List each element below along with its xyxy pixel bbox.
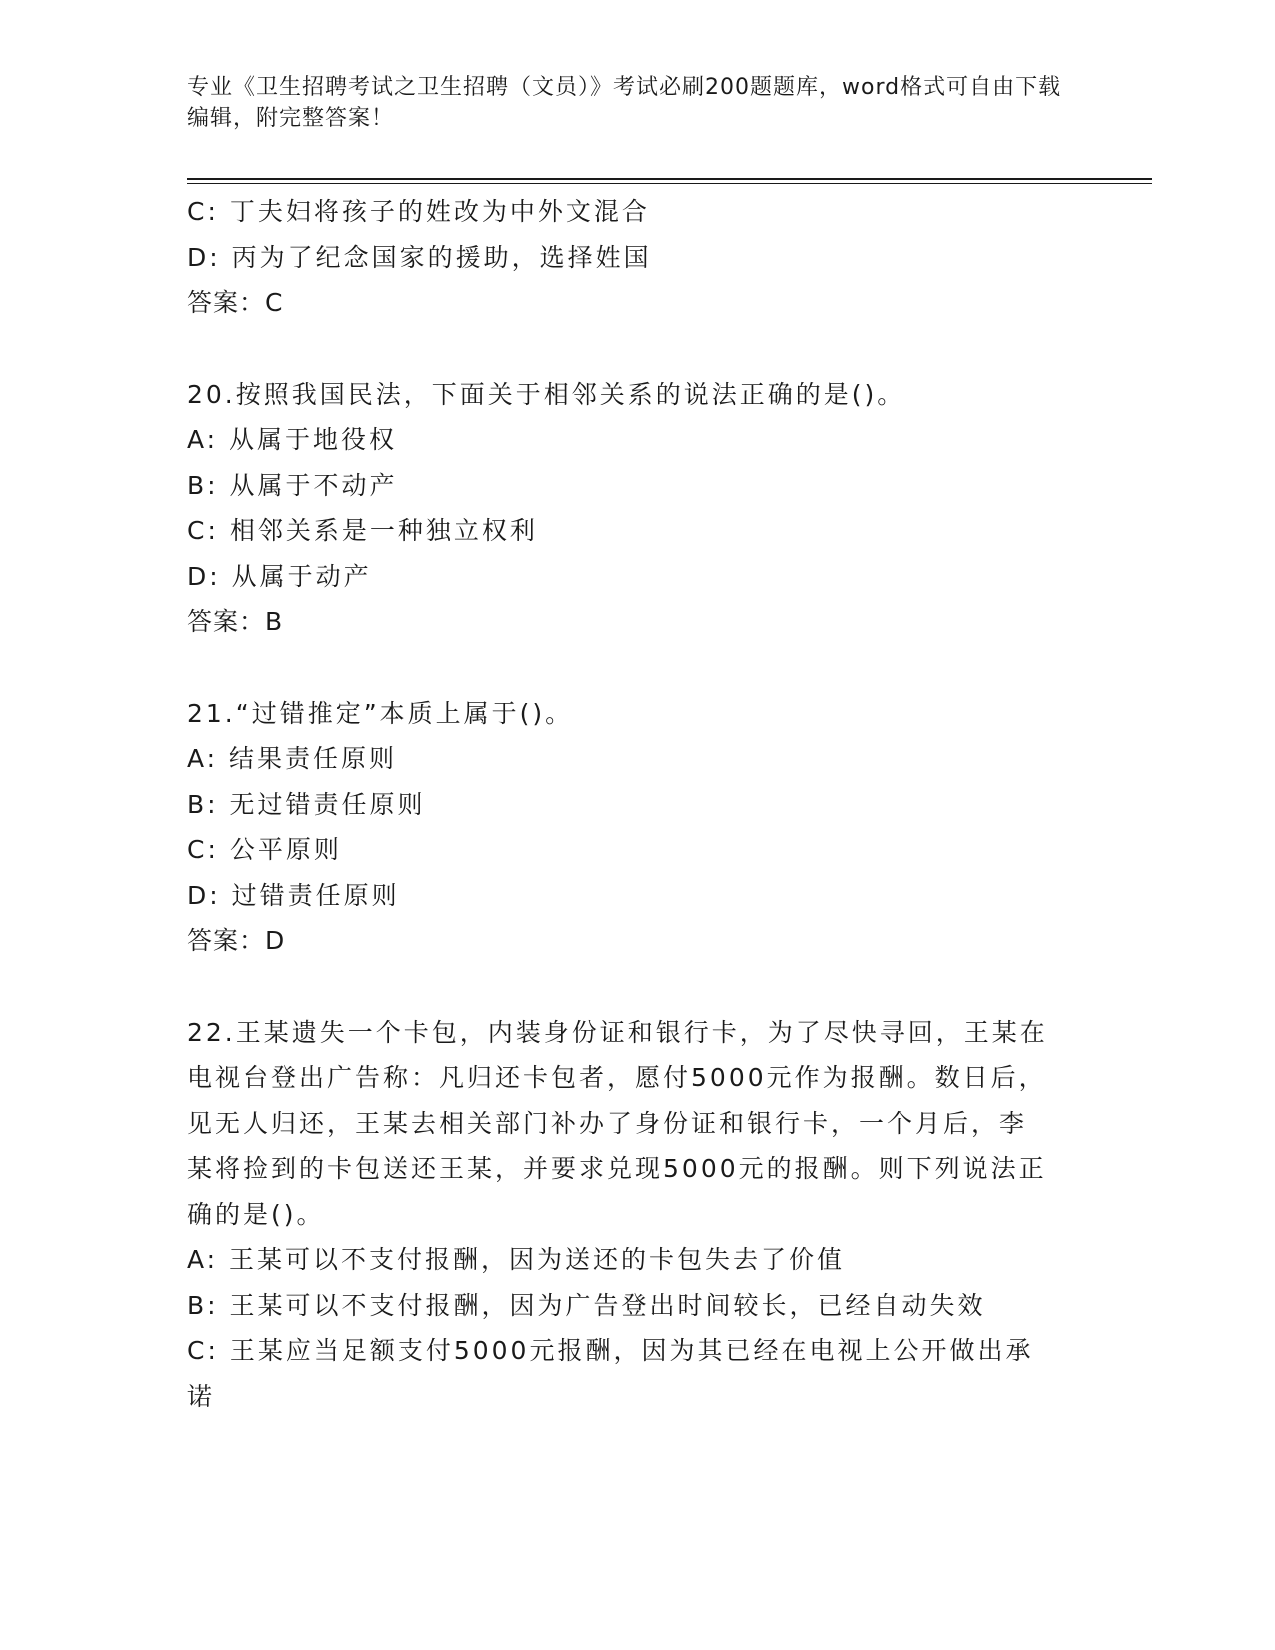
spacer	[187, 645, 1067, 691]
q22-question-line-3: 见无人归还，王某去相关部门补办了身份证和银行卡，一个月后，李	[187, 1108, 1028, 1138]
question-20-block	[187, 372, 1067, 645]
q22-question-line-2: 电视台登出广告称：凡归还卡包者，愿付5000元作为报酬。数日后，	[187, 1063, 1047, 1092]
q19-option-d: D: 丙为了纪念国家的援助，选择姓国	[187, 242, 652, 272]
spacer	[187, 964, 1067, 1010]
q21-option-a: A: 结果责任原则	[187, 744, 398, 773]
q21-answer: 答案：D	[187, 926, 286, 955]
page-header	[187, 72, 1067, 134]
q20-option-a: A: 从属于地役权	[187, 425, 398, 454]
q20-answer: 答案：B	[187, 607, 284, 636]
header-divider-thick	[187, 178, 1152, 180]
q21-option-c: C: 公平原则	[187, 835, 342, 864]
q21-option-d: D: 过错责任原则	[187, 880, 400, 910]
q20-option-d: D: 从属于动产	[187, 561, 372, 591]
question-19-block	[187, 189, 1067, 326]
q19-option-c: C: 丁夫妇将孩子的姓改为中外文混合	[187, 197, 650, 226]
q19-answer: 答案：C	[187, 288, 284, 317]
header-title: 专业《卫生招聘考试之卫生招聘（文员）》考试必刷200题题库，word格式可自由下载编辑，附完整答案！	[187, 75, 1062, 131]
q21-option-b: B: 无过错责任原则	[187, 789, 426, 819]
q22-question-line-1: 22.王某遗失一个卡包，内装身份证和银行卡，为了尽快寻回，王某在	[187, 1017, 1048, 1047]
q20-option-b: B: 从属于不动产	[187, 470, 398, 500]
q22-question-line-5: 确的是()。	[187, 1199, 325, 1229]
q22-option-b: B: 王某可以不支付报酬，因为广告登出时间较长，已经自动失效	[187, 1290, 986, 1320]
q21-question: 21.“过错推定”本质上属于()。	[187, 698, 574, 728]
q22-question-line-4: 某将捡到的卡包送还王某，并要求兑现5000元的报酬。则下列说法正	[187, 1154, 1047, 1183]
q22-option-c-line-2: 诺	[187, 1381, 216, 1411]
q20-question: 20.按照我国民法，下面关于相邻关系的说法正确的是()。	[187, 379, 906, 409]
header-divider-thin	[187, 183, 1152, 184]
question-22-block	[187, 1010, 1067, 1420]
q22-option-a: A: 王某可以不支付报酬，因为送还的卡包失去了价值	[187, 1245, 846, 1274]
spacer	[187, 326, 1067, 372]
q22-option-c-line-1: C: 王某应当足额支付5000元报酬，因为其已经在电视上公开做出承	[187, 1336, 1034, 1365]
q20-option-c: C: 相邻关系是一种独立权利	[187, 516, 538, 545]
question-21-block	[187, 691, 1067, 964]
question-content	[187, 189, 1067, 1419]
